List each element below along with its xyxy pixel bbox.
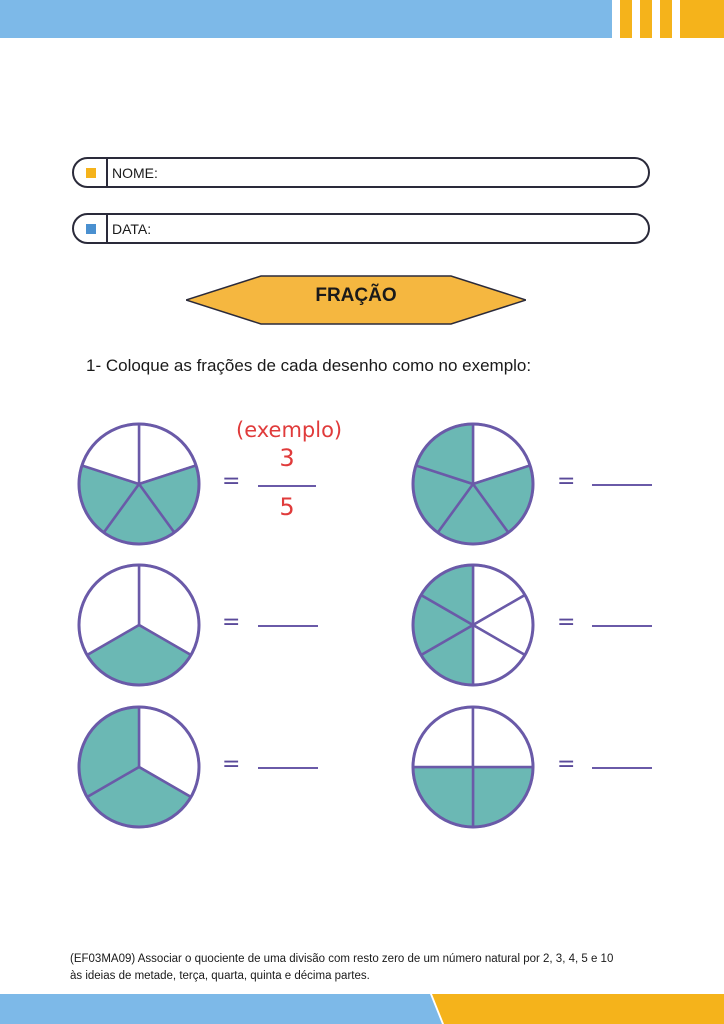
- pie-chart-sixths: [413, 565, 533, 685]
- equals-sign-1: =: [222, 469, 241, 494]
- pie-chart-thirds-b: [79, 707, 199, 827]
- example-numerator: 3: [279, 444, 295, 472]
- answer-line-6[interactable]: [592, 767, 652, 769]
- date-label: DATA:: [112, 221, 152, 237]
- bottom-footer-bar: [0, 994, 724, 1024]
- instruction-text: 1- Coloque as frações de cada desenho como no exemplo:: [86, 356, 532, 375]
- equals-sign-2: =: [557, 469, 576, 494]
- footer-skill-description: [70, 951, 660, 985]
- page-title: FRAÇÃO: [315, 285, 397, 306]
- answer-line-2[interactable]: [592, 484, 652, 486]
- example-fraction-bar: [258, 485, 316, 487]
- equals-sign-3: =: [222, 610, 241, 635]
- answer-line-5[interactable]: [258, 767, 318, 769]
- answer-line-3[interactable]: [258, 625, 318, 627]
- footer-line-2: às ideias de metade, terça, quarta, quinta e décima partes.: [70, 970, 370, 982]
- answer-line-4[interactable]: [592, 625, 652, 627]
- example-denominator: 5: [279, 493, 295, 521]
- pie-chart-quarters: [413, 707, 533, 827]
- pie-chart-thirds-a: [79, 565, 199, 685]
- name-label: NOME:: [112, 165, 158, 181]
- equals-sign-5: =: [222, 752, 241, 777]
- equals-sign-6: =: [557, 752, 576, 777]
- pie-chart-fifths-example: [79, 424, 199, 544]
- footer-line-1: (EF03MA09) Associar o quociente de uma divisão com resto zero de um número natural por 2, 3, 4, 5 e 10: [70, 953, 614, 965]
- pie-chart-fifths: [413, 424, 533, 544]
- equals-sign-4: =: [557, 610, 576, 635]
- example-label: (exemplo): [236, 418, 343, 442]
